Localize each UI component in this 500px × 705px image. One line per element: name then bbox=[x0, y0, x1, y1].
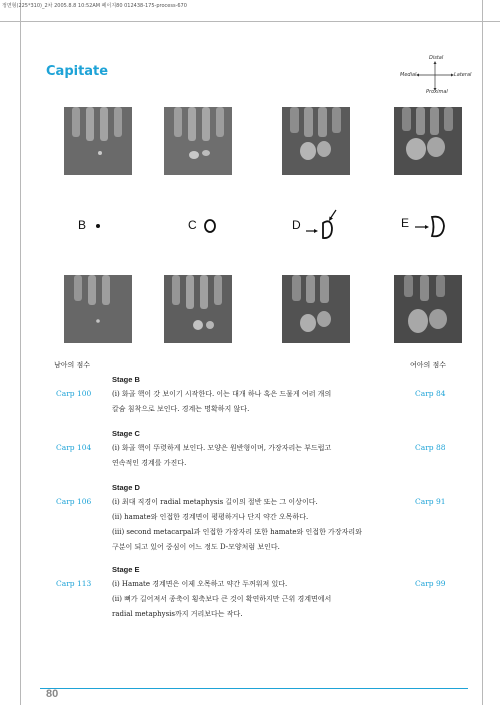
stage-d-line-3: (iii) second metacarpal과 인접한 가장자리 또한 hamate와 인접한 가장자리와 bbox=[112, 528, 362, 536]
xray-stage-d-bottom bbox=[282, 275, 350, 343]
stage-c-line-1: (i) 화골 핵이 뚜렷하게 보인다. 모양은 원반형이며, 가장자리는 부드럽고 bbox=[112, 444, 332, 452]
diagram-stage-d bbox=[292, 206, 352, 230]
stage-e-line-2: (ii) 뼈가 길어져서 종축이 횡축보다 큰 것이 확연하지만 근위 경계면에서 bbox=[112, 595, 332, 603]
diagram-letter-c: C bbox=[188, 218, 197, 232]
xray-stage-d-top bbox=[282, 107, 350, 175]
direction-cross-icon bbox=[400, 55, 470, 95]
stage-e-line-3: radial metaphysis까지 거리보다는 작다. bbox=[112, 610, 243, 618]
stage-d-line-2: (ii) hamate와 인접한 경계면이 평평하거나 단지 약간 오목하다. bbox=[112, 513, 309, 521]
compass-lateral-label: Lateral bbox=[454, 72, 472, 78]
diagram-letter-d: D bbox=[292, 218, 301, 232]
stage-d-line-4: 구분이 되고 있어 중심이 어느 정도 D-모양처럼 보인다. bbox=[112, 543, 280, 551]
diagram-stage-e bbox=[401, 212, 461, 236]
e-shape-with-arrow-icon bbox=[413, 212, 453, 240]
stage-e-line-1: (i) Hamate 경계면은 이제 오목하고 약간 두꺼워져 있다. bbox=[112, 580, 288, 588]
page-number: 80 bbox=[46, 688, 59, 700]
stage-e-boys-score: Carp 113 bbox=[56, 579, 92, 588]
dot-shape-icon bbox=[92, 216, 106, 236]
oval-shape-icon bbox=[202, 216, 218, 236]
diagram-stage-b bbox=[78, 214, 118, 238]
compass-medial-label: Medial bbox=[400, 72, 417, 78]
diagram-stage-c bbox=[188, 214, 228, 238]
stage-b-girls-score: Carp 84 bbox=[415, 389, 446, 398]
crop-line-right bbox=[482, 0, 483, 705]
stage-c-boys-score: Carp 104 bbox=[56, 443, 92, 452]
compass-proximal-label: Proximal bbox=[426, 89, 448, 95]
xray-stage-b-top bbox=[64, 107, 132, 175]
diagram-letter-b: B bbox=[78, 218, 87, 232]
stage-d-boys-score: Carp 106 bbox=[56, 497, 92, 506]
stage-d-title: Stage D bbox=[112, 483, 140, 492]
diagram-letter-e: E bbox=[401, 216, 410, 230]
xray-stage-b-bottom bbox=[64, 275, 132, 343]
stage-b-line-1: (i) 화골 핵이 갓 보이기 시작한다. 이는 대개 하나 혹은 드물게 여러 개의 bbox=[112, 390, 332, 398]
boys-score-header: 남아의 점수 bbox=[54, 361, 91, 369]
stage-c-girls-score: Carp 88 bbox=[415, 443, 446, 452]
girls-score-header: 여아의 점수 bbox=[410, 361, 447, 369]
crop-line-top bbox=[0, 21, 500, 22]
stage-b-title: Stage B bbox=[112, 375, 140, 384]
xray-stage-c-bottom bbox=[164, 275, 232, 343]
stage-e-girls-score: Carp 99 bbox=[415, 579, 446, 588]
stage-d-line-1: (i) 최대 직경이 radial metaphysis 길이의 절반 또는 그 이상이다. bbox=[112, 498, 318, 506]
compass-distal-label: Distal bbox=[429, 55, 444, 61]
footer-rule bbox=[40, 688, 468, 689]
stage-b-line-2: 칼슘 침착으로 보인다. 경계는 명확하지 않다. bbox=[112, 405, 250, 413]
xray-stage-c-top bbox=[164, 107, 232, 175]
stage-c-title: Stage C bbox=[112, 429, 140, 438]
page-title: Capitate bbox=[46, 64, 109, 79]
stage-b-boys-score: Carp 100 bbox=[56, 389, 92, 398]
d-shape-with-arrows-icon bbox=[304, 206, 350, 240]
xray-stage-e-bottom bbox=[394, 275, 462, 343]
stage-c-line-2: 연속적인 경계를 가진다. bbox=[112, 459, 187, 467]
xray-stage-e-top bbox=[394, 107, 462, 175]
stage-e-title: Stage E bbox=[112, 565, 140, 574]
print-header: 정면형(225*310)_2차 2005.8.8 10:52AM 페이지80 012438-175-process-670 bbox=[2, 3, 187, 9]
stage-d-girls-score: Carp 91 bbox=[415, 497, 446, 506]
crop-line-left bbox=[20, 0, 21, 705]
